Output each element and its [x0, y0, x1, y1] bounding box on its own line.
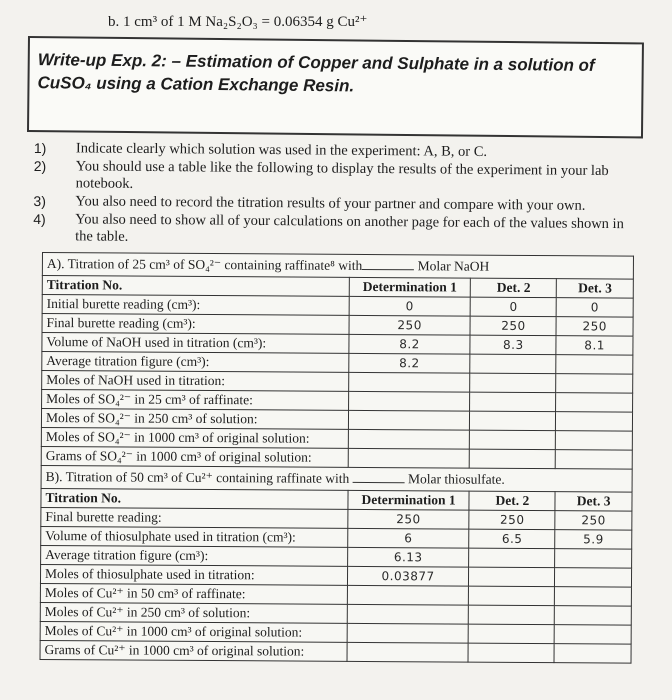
row-label: Moles of Cu²⁺ in 50 cm³ of raffinate:: [40, 583, 347, 604]
section-a-title-prefix: A). Titration of 25 cm³ of SO₄²⁻ containing raffinate⁸ with: [46, 256, 363, 273]
section-b-title-suffix: Molar thiosulfate.: [408, 471, 505, 487]
section-a-title: [42, 253, 633, 280]
instruction-item: [34, 158, 644, 197]
det2-value[interactable]: 8.3: [470, 335, 556, 355]
det1-value[interactable]: [347, 585, 469, 605]
det2-value[interactable]: [470, 392, 556, 412]
det3-value[interactable]: [554, 644, 631, 663]
det1-value[interactable]: 8.2: [349, 353, 471, 373]
section-b-title: [41, 465, 632, 492]
row-label: Grams of Cu²⁺ in 1000 cm³ of original solution:: [40, 640, 347, 661]
molarity-blank: [362, 257, 414, 270]
det2-value[interactable]: [469, 624, 555, 644]
header-det3: Det. 3: [557, 279, 634, 298]
row-label: Final burette reading (cm³):: [42, 314, 349, 335]
det2-value[interactable]: 0: [471, 297, 557, 317]
row-label: Final burette reading:: [41, 507, 348, 528]
results-table-wrap: [39, 252, 634, 696]
header-det1: Determination 1: [349, 277, 471, 297]
header-det2: Det. 2: [469, 491, 555, 511]
det2-value[interactable]: [469, 605, 555, 625]
det2-value[interactable]: [470, 373, 556, 393]
header-det1: Determination 1: [348, 490, 470, 510]
det1-value[interactable]: [348, 372, 470, 392]
instruction-number: 2): [33, 157, 47, 175]
det3-value[interactable]: [556, 355, 633, 374]
title-line-2: CuSO₄ using a Cation Exchange Resin.: [37, 73, 355, 96]
title-line-1: Write-up Exp. 2: – Estimation of Copper and Sulphate in a solution of: [37, 50, 595, 75]
det3-value[interactable]: [556, 450, 633, 469]
det2-value[interactable]: [469, 548, 555, 568]
det2-value[interactable]: [470, 430, 556, 450]
molarity-blank: [353, 470, 405, 483]
page-title: [37, 48, 637, 100]
row-label: Moles of NaOH used in titration:: [42, 371, 349, 392]
det3-value[interactable]: 5.9: [555, 530, 632, 549]
det3-value[interactable]: [555, 549, 632, 568]
det2-value[interactable]: [469, 567, 555, 587]
det3-value[interactable]: [555, 568, 632, 587]
det1-value[interactable]: 0.03877: [347, 566, 469, 586]
det2-value[interactable]: [469, 586, 555, 606]
det3-value[interactable]: [554, 625, 631, 644]
det1-value[interactable]: [348, 391, 470, 411]
det3-value[interactable]: [555, 606, 632, 625]
det3-value[interactable]: [556, 374, 633, 393]
header-det2: Det. 2: [471, 278, 557, 298]
header-det3: Det. 3: [555, 492, 632, 511]
section-b-title-row: [41, 465, 632, 492]
det3-value[interactable]: [556, 431, 633, 450]
det2-value[interactable]: [470, 449, 556, 469]
row-label: Grams of SO₄²⁻ in 1000 cm³ of original solution:: [41, 446, 348, 467]
row-label: Volume of thiosulphate used in titration (cm³):: [41, 526, 348, 547]
table-row: [40, 640, 631, 663]
section-a-title-suffix: Molar NaOH: [417, 258, 490, 274]
instruction-number: 1): [33, 140, 47, 157]
instruction-number: 4): [33, 210, 46, 228]
det1-value[interactable]: 8.2: [349, 334, 471, 354]
det3-value[interactable]: 250: [556, 317, 633, 336]
det3-value[interactable]: 0: [556, 298, 633, 317]
det1-value[interactable]: [347, 642, 469, 662]
det3-value[interactable]: [556, 412, 633, 431]
instruction-item: [33, 211, 643, 250]
det2-value[interactable]: 6.5: [469, 529, 555, 549]
instruction-text: You also need to record the titration results of your partner and compare with your own.: [75, 193, 586, 214]
det1-value[interactable]: 6.13: [347, 547, 469, 567]
det1-value[interactable]: [347, 623, 469, 643]
det1-value[interactable]: 6: [347, 528, 469, 548]
det3-value[interactable]: [556, 393, 633, 412]
instruction-text: Indicate clearly which solution was used in the experiment: A, B, or C.: [75, 140, 488, 160]
results-table: [40, 252, 634, 664]
conversion-factor-line: b. 1 cm³ of 1 M Na₂S₂O₃ = 0.06354 g Cu²⁺: [108, 14, 368, 30]
section-a-title-row: [42, 253, 633, 280]
det1-value[interactable]: 250: [348, 509, 470, 529]
row-label: Moles of Cu²⁺ in 250 cm³ of solution:: [40, 602, 347, 623]
det1-value[interactable]: [348, 429, 470, 449]
row-label: Moles of Cu²⁺ in 1000 cm³ of original solution:: [40, 621, 347, 642]
row-label: Initial burette reading (cm³):: [42, 295, 349, 316]
header-titration-no: Titration No.: [42, 276, 349, 297]
instructions-list: [33, 140, 644, 251]
det3-value[interactable]: 250: [555, 511, 632, 530]
section-b-title-prefix: B). Titration of 50 cm³ of Cu²⁺ containing raffinate with: [45, 469, 350, 486]
instruction-number: 3): [33, 192, 46, 210]
det2-value[interactable]: [468, 643, 554, 663]
row-label: Moles of SO₄²⁻ in 250 cm³ of solution:: [41, 409, 348, 430]
det1-value[interactable]: 0: [349, 296, 471, 316]
instruction-text: You also need to show all of your calculations on another page for each of the values shown in the table.: [75, 211, 624, 245]
det3-value[interactable]: 8.1: [556, 336, 633, 355]
det2-value[interactable]: 250: [470, 316, 556, 336]
det3-value[interactable]: [555, 587, 632, 606]
det1-value[interactable]: [348, 410, 470, 430]
row-label: Average titration figure (cm³):: [42, 352, 349, 373]
det2-value[interactable]: [470, 354, 556, 374]
instruction-text: You should use a table like the following to display the results of the experiment in your lab notebook.: [75, 158, 609, 192]
det1-value[interactable]: 250: [349, 315, 471, 335]
row-label: Average titration figure (cm³):: [41, 545, 348, 566]
det1-value[interactable]: [348, 448, 470, 468]
row-label: Moles of SO₄²⁻ in 1000 cm³ of original solution:: [41, 427, 348, 448]
det2-value[interactable]: 250: [469, 510, 555, 530]
det1-value[interactable]: [347, 604, 469, 624]
row-label: Moles of thiosulphate used in titration:: [40, 564, 347, 585]
det2-value[interactable]: [470, 411, 556, 431]
header-titration-no: Titration No.: [41, 488, 348, 509]
title-box: [27, 36, 644, 138]
row-label: Volume of NaOH used in titration (cm³):: [42, 333, 349, 354]
row-label: Moles of SO₄²⁻ in 25 cm³ of raffinate:: [42, 390, 349, 411]
